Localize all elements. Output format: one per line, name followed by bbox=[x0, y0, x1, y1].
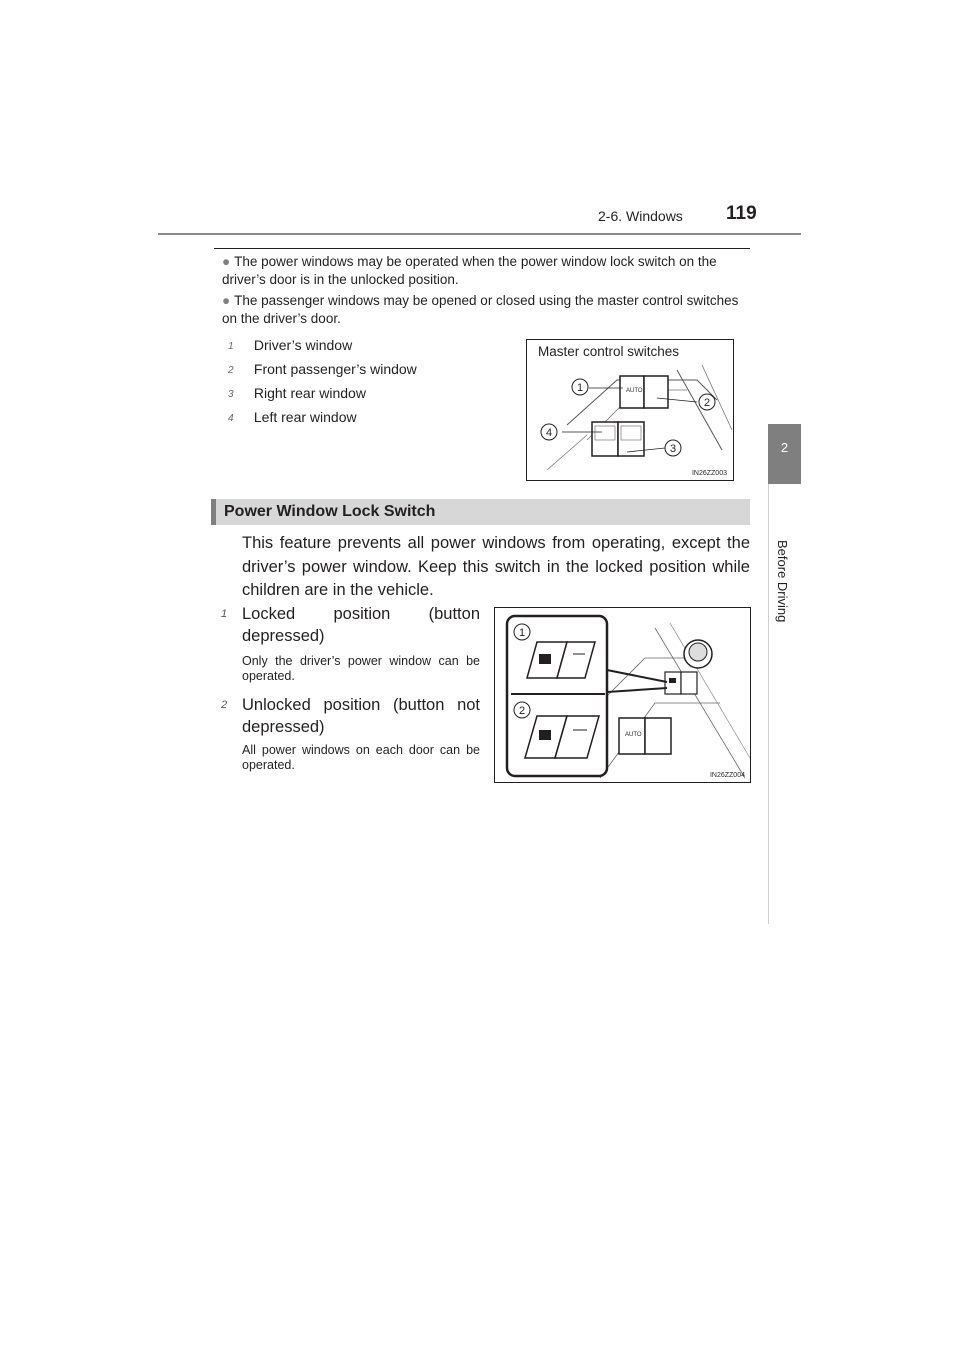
chapter-number: 2 bbox=[780, 440, 789, 455]
lock-item bbox=[221, 694, 480, 738]
list-item bbox=[228, 361, 417, 377]
bullet-item: ● The passenger windows may be opened or closed using the master control switches on the driver’s door. bbox=[222, 293, 739, 326]
callout-4: 4 bbox=[545, 427, 553, 439]
list-item-label: Right rear window bbox=[253, 385, 366, 401]
auto-text: AUTO bbox=[625, 732, 642, 738]
lock-item-desc: Only the driver’s power window can be operated. bbox=[242, 654, 480, 683]
callout-2: 2 bbox=[703, 397, 711, 409]
list-marker: 1 bbox=[228, 340, 234, 352]
callout-1: 1 bbox=[576, 382, 584, 394]
lock-item-title: Unlocked position (button not depressed) bbox=[242, 696, 480, 736]
lock-switch-illustration bbox=[495, 608, 750, 782]
lock-item-marker: 1 bbox=[221, 608, 228, 620]
bullet-item: ● The power windows may be operated when the power window lock switch on the driver’s door is in the unlocked position. bbox=[222, 254, 717, 287]
callout-1: 1 bbox=[518, 627, 526, 639]
figure-master-switches bbox=[526, 339, 734, 481]
list-item bbox=[228, 385, 366, 401]
section-heading: Power Window Lock Switch bbox=[224, 503, 436, 520]
figure-code: IN26ZZ003 bbox=[691, 470, 727, 477]
list-item-label: Driver’s window bbox=[253, 337, 353, 353]
lock-item-marker: 2 bbox=[221, 699, 228, 711]
figure-lock-switch bbox=[494, 607, 751, 783]
lock-item-title: Locked position (button depressed) bbox=[242, 605, 480, 645]
callout-2: 2 bbox=[518, 705, 526, 717]
list-item bbox=[228, 409, 357, 425]
lock-item-desc: All power windows on each door can be operated. bbox=[242, 743, 480, 772]
header-rule bbox=[158, 233, 801, 235]
list-item bbox=[228, 337, 352, 353]
callout-3: 3 bbox=[669, 443, 677, 455]
lock-item bbox=[221, 603, 480, 647]
list-item-label: Front passenger’s window bbox=[253, 361, 417, 377]
list-item-label: Left rear window bbox=[253, 409, 357, 425]
figure-caption: Master control switches bbox=[538, 344, 680, 359]
bullet-dot: ● bbox=[222, 293, 231, 308]
list-marker: 3 bbox=[228, 388, 234, 400]
list-marker: 2 bbox=[228, 364, 234, 376]
chapter-label: Before Driving bbox=[775, 540, 790, 623]
list-marker: 4 bbox=[228, 412, 234, 424]
page-number: 119 bbox=[726, 203, 757, 224]
master-switches-illustration bbox=[527, 340, 733, 480]
bullet-dot: ● bbox=[222, 254, 231, 269]
content-rule bbox=[214, 248, 750, 249]
auto-text: AUTO bbox=[626, 388, 643, 394]
section-title: 2-6. Windows bbox=[598, 208, 683, 224]
section-paragraph: This feature prevents all power windows from operating, except the driver’s power window. Keep this switch in the locked position while children are in the vehicle. bbox=[242, 534, 750, 599]
figure-code: IN26ZZ004 bbox=[709, 772, 745, 779]
